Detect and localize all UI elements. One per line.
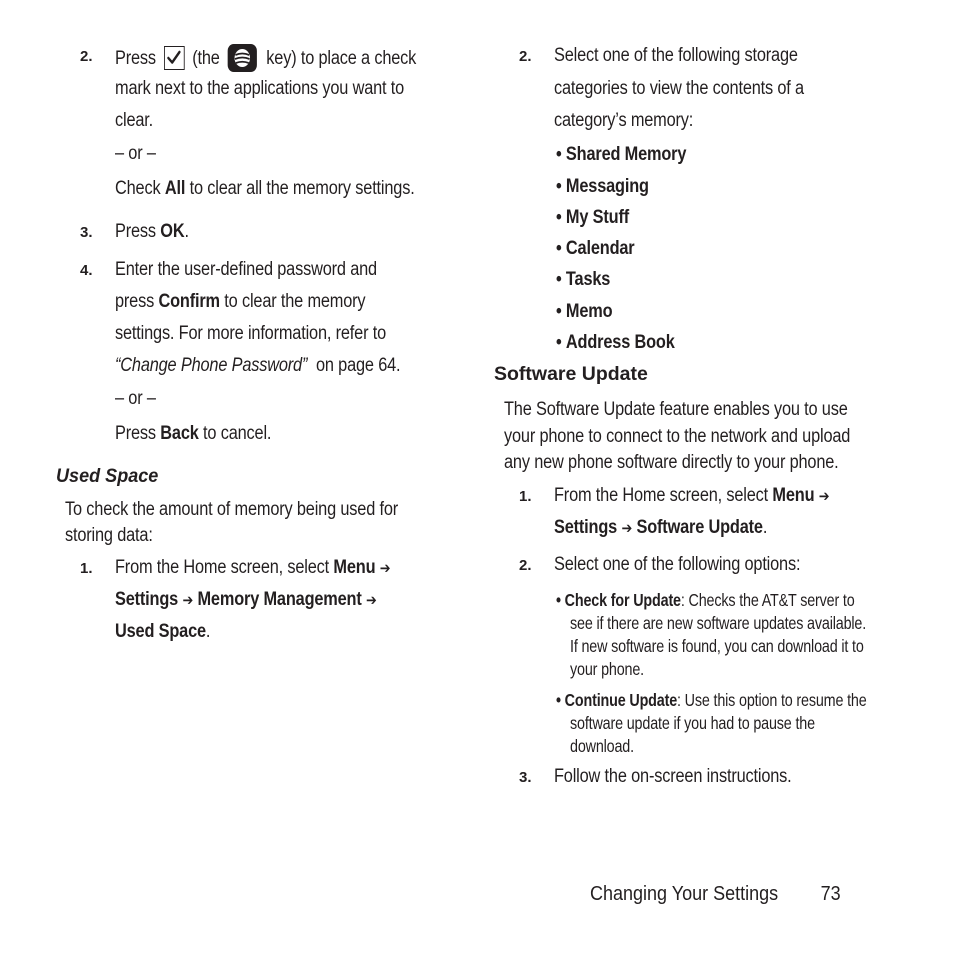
list-item: • Memo [556, 301, 613, 322]
step-line: Select one of the following options: [554, 554, 801, 575]
option-line: see if there are new software updates available. [570, 613, 867, 633]
paragraph-line: The Software Update feature enables you to use [504, 399, 848, 420]
step-line: press Confirm to clear the memory [115, 291, 366, 312]
arrow-right-icon: ➔ [366, 591, 377, 609]
step-line: Settings ➔ Software Update. [554, 517, 768, 538]
page-footer [590, 882, 841, 906]
arrow-right-icon: ➔ [818, 487, 830, 505]
step-line: Press (the key) to place a check [115, 44, 416, 72]
step-line: clear. [115, 110, 154, 131]
step-line: categories to view the contents of a [554, 78, 804, 99]
step-line: Follow the on-screen instructions. [554, 766, 792, 787]
option-line: software update if you had to pause the [570, 713, 815, 733]
step-line: Enter the user-defined password and [115, 259, 377, 280]
step-line: Check All to clear all the memory settings. [115, 178, 415, 199]
step-number: 3. [80, 224, 93, 241]
step-line: From the Home screen, select Menu ➔ [115, 557, 391, 578]
list-item: • Shared Memory [556, 144, 687, 165]
step-line: Used Space. [115, 621, 211, 642]
step-line: Settings ➔ Memory Management ➔ [115, 589, 377, 610]
option-line: download. [570, 736, 634, 756]
step-line: category’s memory: [554, 110, 694, 131]
step-line: mark next to the applications you want to [115, 78, 405, 99]
att-globe-key-icon [227, 44, 256, 72]
or-separator: – or – [115, 388, 156, 409]
step-line: From the Home screen, select Menu ➔ [554, 485, 830, 506]
list-item: • Tasks [556, 269, 611, 290]
list-item: • Messaging [556, 176, 649, 197]
paragraph-line: your phone to connect to the network and upload [504, 426, 851, 447]
arrow-right-icon: ➔ [182, 591, 194, 609]
paragraph-line: To check the amount of memory being used for [65, 499, 399, 520]
section-heading-used-space: Used Space [56, 466, 159, 487]
step-number: 1. [80, 560, 93, 577]
footer-section-title: Changing Your Settings [590, 883, 779, 905]
step-line: Press OK. [115, 221, 189, 242]
step-line: Select one of the following storage [554, 45, 798, 66]
checkmark-box-icon [164, 46, 185, 70]
step-line: Press Back to cancel. [115, 423, 272, 444]
cross-reference-link[interactable]: “Change Phone Password” [115, 355, 308, 376]
arrow-right-icon: ➔ [621, 519, 633, 537]
list-item: • Address Book [556, 332, 675, 353]
paragraph-line: storing data: [65, 525, 153, 546]
step-number: 3. [519, 769, 532, 786]
list-item: • My Stuff [556, 207, 630, 228]
step-number: 2. [519, 48, 532, 65]
option-line: your phone. [570, 659, 644, 679]
step-line: “Change Phone Password” on page 64. [115, 355, 401, 376]
step-line: settings. For more information, refer to [115, 323, 387, 344]
arrow-right-icon: ➔ [379, 559, 391, 577]
step-number: 1. [519, 488, 532, 505]
option-continue-update: • Continue Update: Use this option to resume the [556, 690, 867, 710]
option-line: If new software is found, you can download it to [570, 636, 864, 656]
page-number: 73 [820, 883, 841, 905]
paragraph-line: any new phone software directly to your phone. [504, 452, 839, 473]
option-check-for-update: • Check for Update: Checks the AT&T server to [556, 590, 855, 610]
step-number: 2. [80, 48, 93, 65]
step-number: 2. [519, 557, 532, 574]
step-number: 4. [80, 262, 93, 279]
list-item: • Calendar [556, 238, 635, 259]
or-separator: – or – [115, 143, 156, 164]
section-heading-software-update: Software Update [494, 363, 648, 385]
